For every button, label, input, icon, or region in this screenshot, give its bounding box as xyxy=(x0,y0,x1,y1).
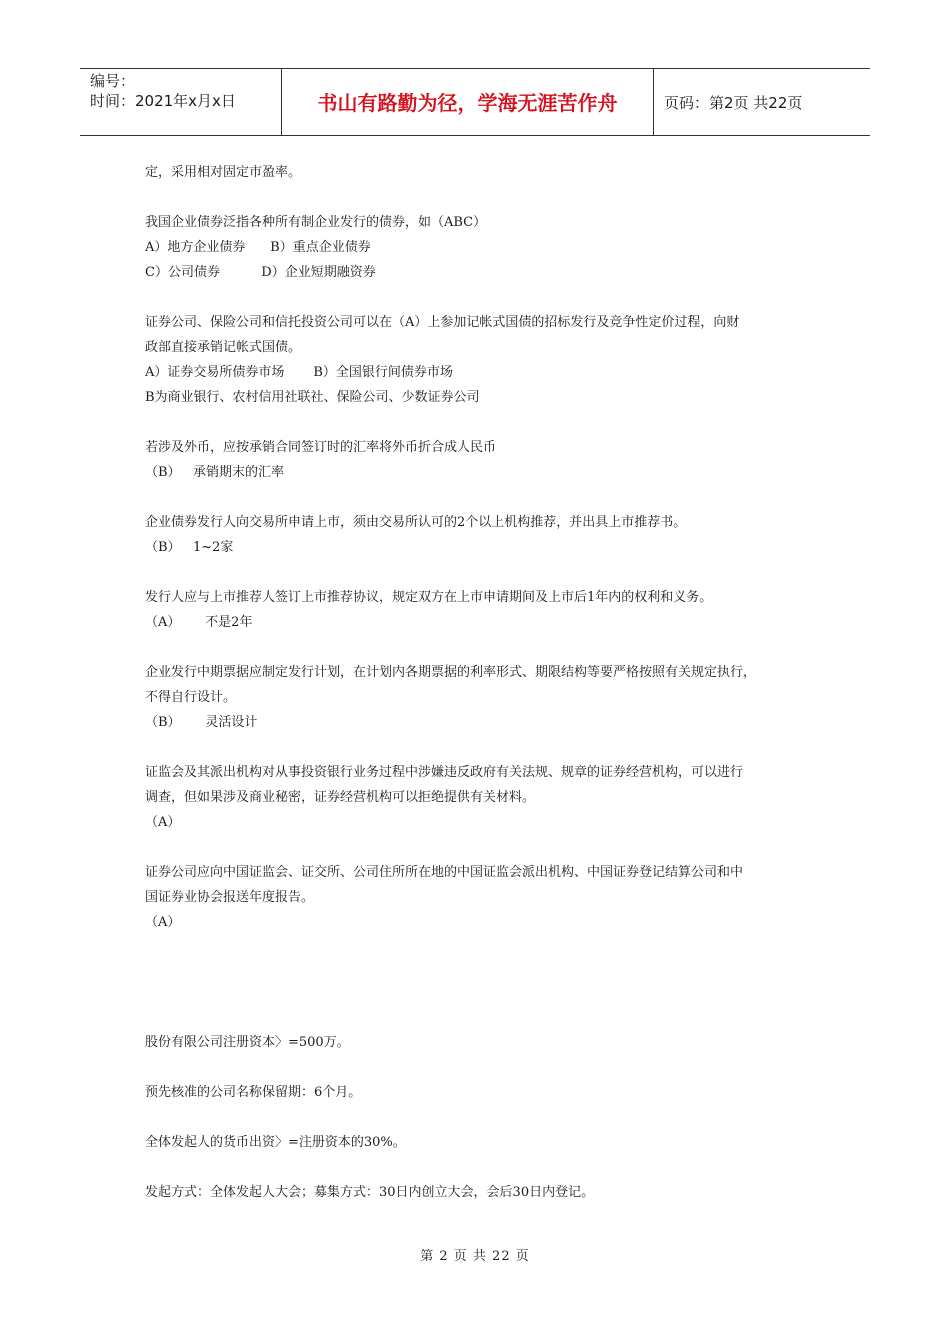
option-line: A）证券交易所债券市场 B）全国银行间债券市场 xyxy=(145,365,453,380)
question-text: 政部直接承销记帐式国债。 xyxy=(145,340,302,355)
header-meta xyxy=(80,69,282,135)
option-line: A）地方企业债券 B）重点企业债券 xyxy=(145,240,371,255)
question-text: 国证券业协会报送年度报告。 xyxy=(145,890,315,905)
text-line: 定，采用相对固定市盈率。 xyxy=(145,165,302,180)
header-slogan: 书山有路勤为径，学海无涯苦作舟 xyxy=(282,69,654,135)
question-text: 发行人应与上市推荐人签订上市推荐协议，规定双方在上市申请期间及上市后1年内的权利和义务。 xyxy=(145,590,713,605)
fact-line: 全体发起人的货币出资〉=注册资本的30%。 xyxy=(145,1135,406,1150)
question-text: 若涉及外币，应按承销合同签订时的汇率将外币折合成人民币 xyxy=(145,440,497,455)
fact-line: 发起方式：全体发起人大会；募集方式：30日内创立大会，会后30日内登记。 xyxy=(145,1185,595,1200)
answer-line: （A） xyxy=(145,815,181,830)
fact-line: 股份有限公司注册资本〉=500万。 xyxy=(145,1035,350,1050)
page-footer: 第 2 页 共 22 页 xyxy=(420,1249,530,1264)
question-text: 证监会及其派出机构对从事投资银行业务过程中涉嫌违反政府有关法规、规章的证券经营机构，可以进行 xyxy=(145,765,744,780)
page-header xyxy=(80,68,870,136)
question-text: 证券公司应向中国证监会、证交所、公司住所所在地的中国证监会派出机构、中国证券登记结算公司和中 xyxy=(145,865,744,880)
question-text: 企业债券发行人向交易所申请上市，须由交易所认可的2个以上机构推荐，并出具上市推荐书。 xyxy=(145,515,687,530)
header-page-info: 页码：第2页 共22页 xyxy=(664,94,803,112)
answer-line: （B） 承销期末的汇率 xyxy=(145,465,284,480)
document-body xyxy=(145,160,815,1205)
question-text: 证券公司、保险公司和信托投资公司可以在（A）上参加记帐式国债的招标发行及竞争性定价过程，向财 xyxy=(145,315,740,330)
question-text: 不得自行设计。 xyxy=(145,690,237,705)
answer-note: B为商业银行、农村信用社联社、保险公司、少数证券公司 xyxy=(145,390,480,405)
answer-line: （B） 1~2家 xyxy=(145,540,234,555)
question-text: 调查，但如果涉及商业秘密，证券经营机构可以拒绝提供有关材料。 xyxy=(145,790,536,805)
question-text: 企业发行中期票据应制定发行计划，在计划内各期票据的利率形式、期限结构等要严格按照有关规定执行， xyxy=(145,665,757,680)
question-text: 我国企业债券泛指各种所有制企业发行的债券，如（ABC） xyxy=(145,215,487,230)
date-label: 时间：2021年x月x日 xyxy=(90,92,236,110)
answer-line: （A） 不是2年 xyxy=(145,615,253,630)
answer-line: （A） xyxy=(145,915,181,930)
fact-line: 预先核准的公司名称保留期：6个月。 xyxy=(145,1085,362,1100)
answer-line: （B） 灵活设计 xyxy=(145,715,258,730)
code-label: 编号： xyxy=(90,72,136,90)
option-line: C）公司债券 D）企业短期融资券 xyxy=(145,265,376,280)
